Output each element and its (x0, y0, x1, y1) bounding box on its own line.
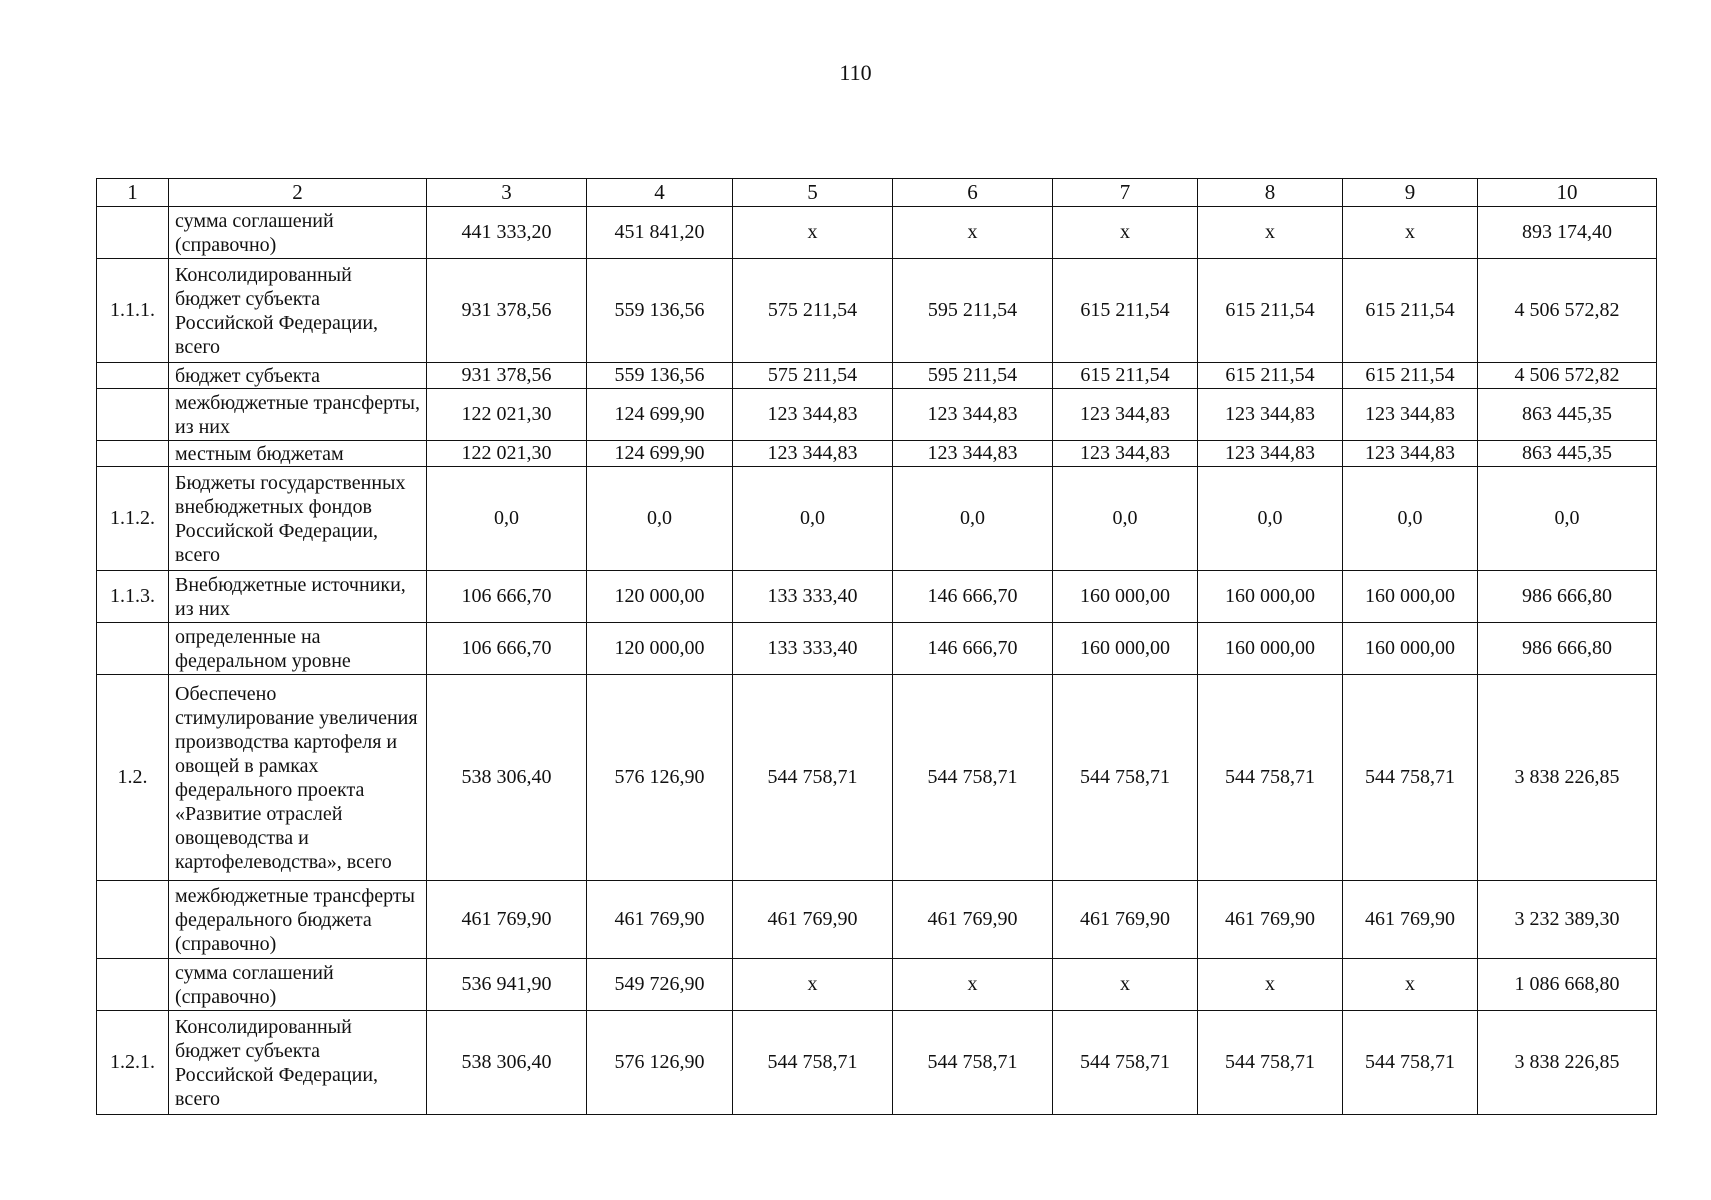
cell-value: х (893, 207, 1053, 259)
cell-value: 123 344,83 (733, 389, 893, 441)
cell-value: 576 126,90 (587, 675, 733, 881)
cell-value: 0,0 (893, 467, 1053, 571)
cell-value: 120 000,00 (587, 623, 733, 675)
cell-value: 123 344,83 (733, 441, 893, 467)
cell-value: 544 758,71 (733, 675, 893, 881)
cell-value: 123 344,83 (1198, 389, 1343, 441)
cell-value: 538 306,40 (427, 1011, 587, 1115)
column-number: 6 (893, 179, 1053, 207)
row-code (97, 959, 169, 1011)
column-number: 1 (97, 179, 169, 207)
row-code: 1.1.1. (97, 259, 169, 363)
cell-value: 544 758,71 (893, 1011, 1053, 1115)
cell-value: 615 211,54 (1198, 363, 1343, 389)
row-name: межбюджетные трансферты, из них (169, 389, 427, 441)
row-name: бюджет субъекта (169, 363, 427, 389)
cell-value: 120 000,00 (587, 571, 733, 623)
cell-value: 1 086 668,80 (1478, 959, 1657, 1011)
cell-value: 986 666,80 (1478, 623, 1657, 675)
row-name: Бюджеты государственных внебюджетных фондов Российской Федерации, всего (169, 467, 427, 571)
table-row (97, 467, 1657, 571)
row-name: определенные на федеральном уровне (169, 623, 427, 675)
cell-value: 559 136,56 (587, 363, 733, 389)
cell-value: 0,0 (1053, 467, 1198, 571)
cell-value: 544 758,71 (893, 675, 1053, 881)
cell-value: х (1198, 959, 1343, 1011)
table-row (97, 363, 1657, 389)
cell-value: 0,0 (427, 467, 587, 571)
row-code: 1.2.1. (97, 1011, 169, 1115)
table-row (97, 623, 1657, 675)
row-name: Консолидированный бюджет субъекта Российской Федерации, всего (169, 1011, 427, 1115)
row-code (97, 441, 169, 467)
cell-value: 461 769,90 (893, 881, 1053, 959)
cell-value: х (1198, 207, 1343, 259)
cell-value: 575 211,54 (733, 363, 893, 389)
cell-value: 124 699,90 (587, 389, 733, 441)
cell-value: 123 344,83 (1343, 389, 1478, 441)
cell-value: 615 211,54 (1198, 259, 1343, 363)
table-row (97, 441, 1657, 467)
cell-value: 160 000,00 (1198, 571, 1343, 623)
column-number: 5 (733, 179, 893, 207)
cell-value: 544 758,71 (1053, 675, 1198, 881)
cell-value: 863 445,35 (1478, 389, 1657, 441)
cell-value: 576 126,90 (587, 1011, 733, 1115)
row-name: межбюджетные трансферты федерального бюджета (справочно) (169, 881, 427, 959)
cell-value: 544 758,71 (733, 1011, 893, 1115)
cell-value: 3 232 389,30 (1478, 881, 1657, 959)
cell-value: х (733, 959, 893, 1011)
row-name: сумма соглашений (справочно) (169, 207, 427, 259)
cell-value: 122 021,30 (427, 389, 587, 441)
cell-value: 122 021,30 (427, 441, 587, 467)
cell-value: 559 136,56 (587, 259, 733, 363)
cell-value: 160 000,00 (1343, 623, 1478, 675)
cell-value: 451 841,20 (587, 207, 733, 259)
cell-value: х (1053, 207, 1198, 259)
budget-table (96, 178, 1657, 1115)
page-number: 110 (839, 60, 872, 85)
cell-value: х (1053, 959, 1198, 1011)
row-code (97, 623, 169, 675)
row-name: сумма соглашений (справочно) (169, 959, 427, 1011)
cell-value: 3 838 226,85 (1478, 1011, 1657, 1115)
cell-value: 544 758,71 (1198, 1011, 1343, 1115)
table-row (97, 207, 1657, 259)
cell-value: 461 769,90 (1053, 881, 1198, 959)
cell-value: 123 344,83 (893, 441, 1053, 467)
cell-value: 615 211,54 (1343, 363, 1478, 389)
cell-value: 931 378,56 (427, 363, 587, 389)
cell-value: 160 000,00 (1053, 623, 1198, 675)
cell-value: х (733, 207, 893, 259)
cell-value: 544 758,71 (1343, 1011, 1478, 1115)
table-row (97, 881, 1657, 959)
cell-value: 133 333,40 (733, 623, 893, 675)
cell-value: 595 211,54 (893, 363, 1053, 389)
cell-value: 3 838 226,85 (1478, 675, 1657, 881)
cell-value: 123 344,83 (1053, 441, 1198, 467)
cell-value: 544 758,71 (1198, 675, 1343, 881)
cell-value: 931 378,56 (427, 259, 587, 363)
row-name: местным бюджетам (169, 441, 427, 467)
cell-value: 575 211,54 (733, 259, 893, 363)
cell-value: 615 211,54 (1053, 363, 1198, 389)
cell-value: 461 769,90 (1343, 881, 1478, 959)
cell-value: 863 445,35 (1478, 441, 1657, 467)
row-name: Внебюджетные источники, из них (169, 571, 427, 623)
column-number: 10 (1478, 179, 1657, 207)
cell-value: х (1343, 207, 1478, 259)
cell-value: 544 758,71 (1343, 675, 1478, 881)
cell-value: 0,0 (1343, 467, 1478, 571)
row-code (97, 207, 169, 259)
cell-value: 123 344,83 (1053, 389, 1198, 441)
table-row (97, 571, 1657, 623)
cell-value: 123 344,83 (893, 389, 1053, 441)
cell-value: 0,0 (1198, 467, 1343, 571)
cell-value: 0,0 (733, 467, 893, 571)
cell-value: 124 699,90 (587, 441, 733, 467)
cell-value: 615 211,54 (1343, 259, 1478, 363)
cell-value: 123 344,83 (1198, 441, 1343, 467)
cell-value: 133 333,40 (733, 571, 893, 623)
row-code (97, 389, 169, 441)
cell-value: 146 666,70 (893, 571, 1053, 623)
cell-value: 536 941,90 (427, 959, 587, 1011)
row-code (97, 881, 169, 959)
cell-value: 4 506 572,82 (1478, 363, 1657, 389)
cell-value: 615 211,54 (1053, 259, 1198, 363)
cell-value: 441 333,20 (427, 207, 587, 259)
cell-value: 461 769,90 (587, 881, 733, 959)
cell-value: 893 174,40 (1478, 207, 1657, 259)
column-number: 4 (587, 179, 733, 207)
cell-value: 146 666,70 (893, 623, 1053, 675)
cell-value: 160 000,00 (1343, 571, 1478, 623)
cell-value: 160 000,00 (1053, 571, 1198, 623)
row-name: Консолидированный бюджет субъекта Российской Федерации, всего (169, 259, 427, 363)
cell-value: 986 666,80 (1478, 571, 1657, 623)
column-number: 2 (169, 179, 427, 207)
column-number-row (97, 179, 1657, 207)
column-number: 9 (1343, 179, 1478, 207)
row-code: 1.1.2. (97, 467, 169, 571)
cell-value: 0,0 (587, 467, 733, 571)
cell-value: х (893, 959, 1053, 1011)
column-number: 8 (1198, 179, 1343, 207)
cell-value: 106 666,70 (427, 571, 587, 623)
cell-value: 549 726,90 (587, 959, 733, 1011)
cell-value: 461 769,90 (733, 881, 893, 959)
cell-value: 461 769,90 (1198, 881, 1343, 959)
row-code: 1.2. (97, 675, 169, 881)
cell-value: 160 000,00 (1198, 623, 1343, 675)
row-code: 1.1.3. (97, 571, 169, 623)
cell-value: 595 211,54 (893, 259, 1053, 363)
column-number: 7 (1053, 179, 1198, 207)
cell-value: 538 306,40 (427, 675, 587, 881)
row-code (97, 363, 169, 389)
cell-value: 4 506 572,82 (1478, 259, 1657, 363)
cell-value: 106 666,70 (427, 623, 587, 675)
cell-value: 461 769,90 (427, 881, 587, 959)
table-row (97, 1011, 1657, 1115)
cell-value: 544 758,71 (1053, 1011, 1198, 1115)
table-row (97, 675, 1657, 881)
cell-value: 0,0 (1478, 467, 1657, 571)
table-row (97, 259, 1657, 363)
table-row (97, 959, 1657, 1011)
cell-value: 123 344,83 (1343, 441, 1478, 467)
row-name: Обеспечено стимулирование увеличения производства картофеля и овощей в рамках федерального проекта «Развитие отраслей овощеводства и картофелеводства», всего (169, 675, 427, 881)
table-row (97, 389, 1657, 441)
column-number: 3 (427, 179, 587, 207)
cell-value: х (1343, 959, 1478, 1011)
